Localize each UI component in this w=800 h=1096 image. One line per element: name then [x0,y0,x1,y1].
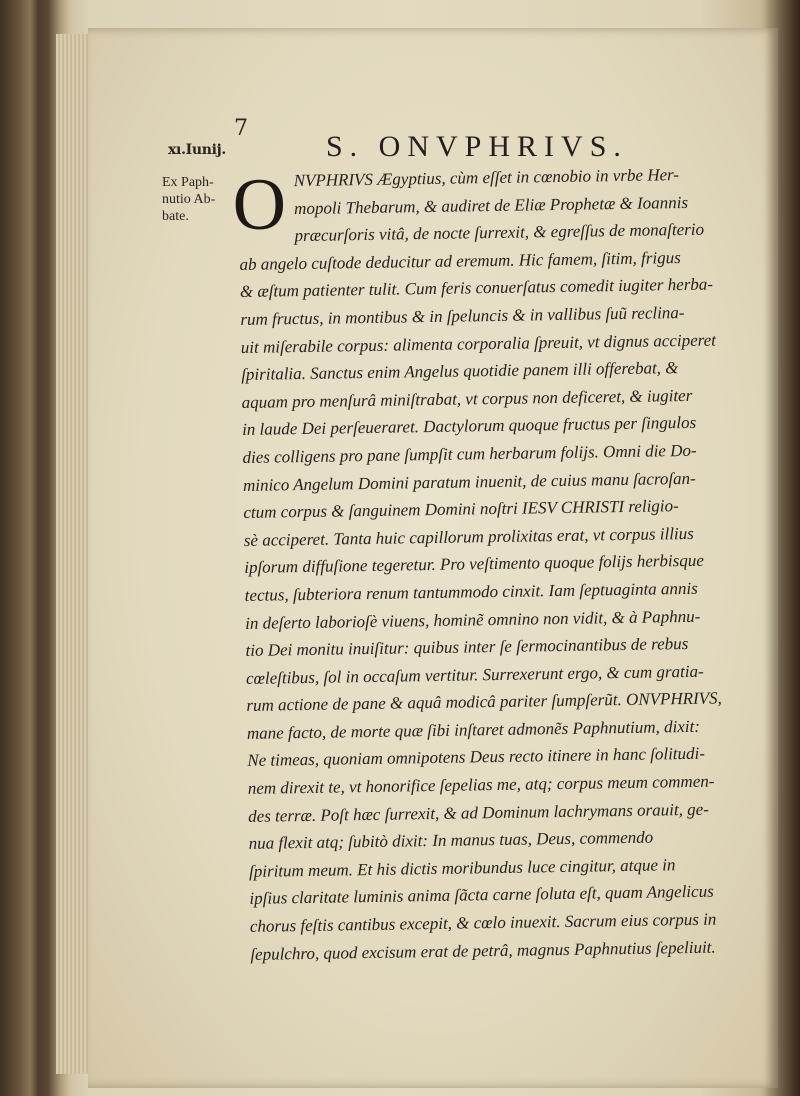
text-line: aquam pro menſurâ miniſtrabat, vt corpus non deficeret, & iugiter [241,385,693,412]
text-line: NVPHRIVS Ægyptius, cùm eſſet in cœnobio in vrbe Her- [293,165,680,191]
text-line: dies colligens pro pane ſumpſit cum herbarum folijs. Omni die Do- [242,440,697,467]
text-line: cœleſtibus, ſol in occaſum vertitur. Surrexerunt ergo, & cum gratia- [245,661,704,688]
page-edges [56,34,92,1074]
text-line: ab angelo cuſtode deducitur ad eremum. Hic famem, ſitim, frigus [239,247,681,274]
text-line: chorus feſtis cantibus excepit, & cœlo inuexit. Sacrum eius corpus in [249,909,717,936]
text-line: mopoli Thebarum, & audiret de Eliæ Prophetæ & Ioannis [293,192,689,218]
text-line: ctum corpus & ſanguinem Domini noſtri IESV CHRISTI religio- [243,496,679,523]
text-line: tio Dei monitu inuiſitur: quibus inter ſe ſermocinantibus de rebus [245,634,689,661]
running-head [100,116,780,166]
text-line: ſpiritalia. Sanctus enim Angelus quotidie panem illi offerebat, & [241,358,679,385]
marginal-note [162,174,234,225]
text-line: nua flexit atq; ſubitò dixit: In manus tuas, Deus, commendo [248,827,654,854]
text-line: rum fructus, in montibus & in ſpeluncis & in vallibus ſuũ reclina- [240,302,685,329]
text-line: minico Angelum Domini paratum inuenit, de cuius manu ſacroſan- [242,468,696,495]
text-line: tectus, ſubteriora renum tantummodo cinxit. Iam ſeptuaginta annis [244,578,698,605]
text-line: ipſius claritate luminis anima ſãcta carne ſoluta eſt, quam Angelicus [249,882,714,909]
page-number: 7 [234,116,248,141]
drop-cap: O [231,163,287,247]
text-line: rum actione de pane & aquâ modicâ pariter ſumpſerũt. ONVPHRIVS, [246,688,723,716]
text-line: sè acciperet. Tanta huic capillorum prolixitas erat, vt corpus illius [243,523,694,550]
body-text [231,160,779,968]
text-line: ſpiritum meum. Et his dictis moribundus luce cingitur, atque in [248,855,676,881]
page-title: S. ONVPHRIVS. [326,130,628,163]
text-line: ſepulchro, quod excisum erat de petrâ, magnus Paphnutius ſepeliuit. [250,937,716,964]
text-line: & æſtum patienter tulit. Cum feris conuerſatus comedit iugiter herba- [239,274,714,302]
text-line: nem direxit te, vt honorifice ſepelias me, atq; corpus meum commen- [247,771,715,798]
text-line: præcurſoris vitâ, de nocte ſurrexit, & egreſſus de monaſterio [294,219,705,246]
text-line: des terræ. Poſt hæc ſurrexit, & ad Dominum lachrymans orauit, ge- [248,799,709,826]
text-line: uit miſerabile corpus: alimenta corporalia ſpreuit, vt dignus acciperet [240,330,717,357]
text-line: in deſerto laborioſè viuens, hominẽ omnino non vidit, & à Paphnu- [244,606,701,633]
text-line: Ne timeas, quoniam omnipotens Deus recto itinere in hanc ſolitudi- [247,744,706,771]
marginal-note-line: nutio Ab- [162,192,216,207]
text-line: ipſorum diffuſione tegeretur. Pro veſtimento quoque folijs herbisque [244,551,704,578]
marginal-note-line: bate. [162,209,189,224]
feast-date: xı.Iunij. [168,142,227,158]
binding-shadow [764,0,800,1096]
text-line: mane facto, de morte quæ ſibi inſtaret admonẽs Paphnutium, dixit: [246,716,701,743]
marginal-note-line: Ex Paph- [162,175,214,190]
text-line: in laude Dei perſeueraret. Dactylorum quoque fructus per ſingulos [241,413,697,440]
